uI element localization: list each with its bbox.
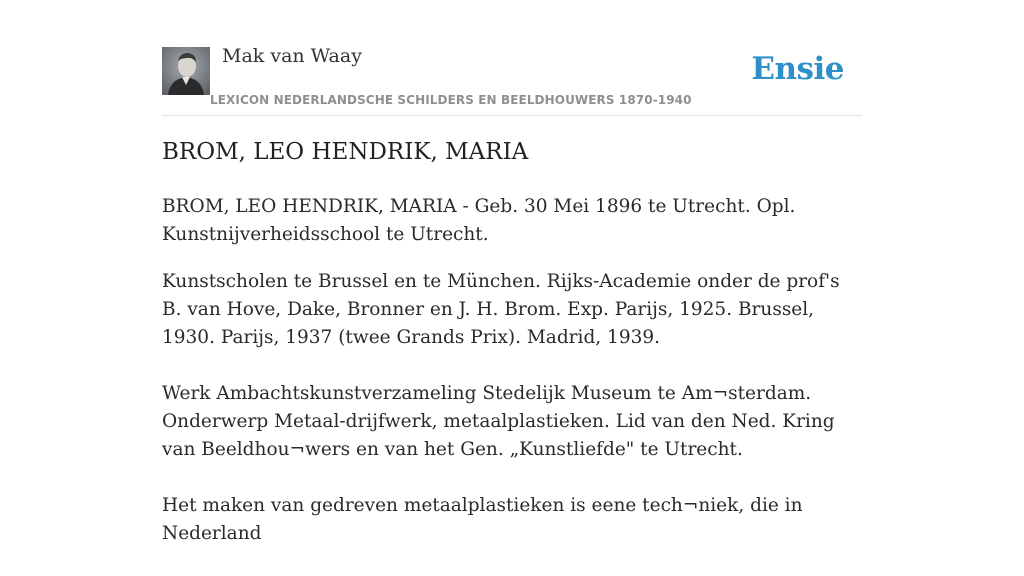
article-header [162, 0, 862, 116]
author-name[interactable]: Mak van Waay [222, 45, 362, 67]
paragraph: Werk Ambachtskunstverzameling Stedelijk Museum te Am¬sterdam. Onderwerp Metaal-drijfwerk, metaalplastieken. Lid van den Ned. Kring van Beeldhou¬wers en van het Gen. „Kunstliefde" te Utrecht. [162, 383, 835, 460]
author-avatar[interactable] [162, 47, 210, 95]
portrait-icon [162, 47, 210, 95]
content-column [162, 0, 862, 544]
source-title[interactable]: LEXICON NEDERLANDSCHE SCHILDERS EN BEELDHOUWERS 1870-1940 [210, 93, 692, 107]
paragraph: Het maken van gedreven metaalplastieken is eene tech¬niek, die in Nederland [162, 495, 803, 544]
paragraph: BROM, LEO HENDRIK, MARIA - Geb. 30 Mei 1896 te Utrecht. Opl. Kunstnijverheidsschool te Utrecht. [162, 196, 796, 245]
page-title: BROM, LEO HENDRIK, MARIA [162, 139, 529, 165]
paragraph: Kunstscholen te Brussel en te München. Rijks-Academie onder de prof's B. van Hove, Dake, Bronner en J. H. Brom. Exp. Parijs, 1925. Brussel, 1930. Parijs, 1937 (twee Grands Prix). Madrid, 1939. [162, 271, 840, 348]
article-body [162, 193, 862, 576]
brand-logo[interactable]: Ensie [751, 51, 844, 87]
